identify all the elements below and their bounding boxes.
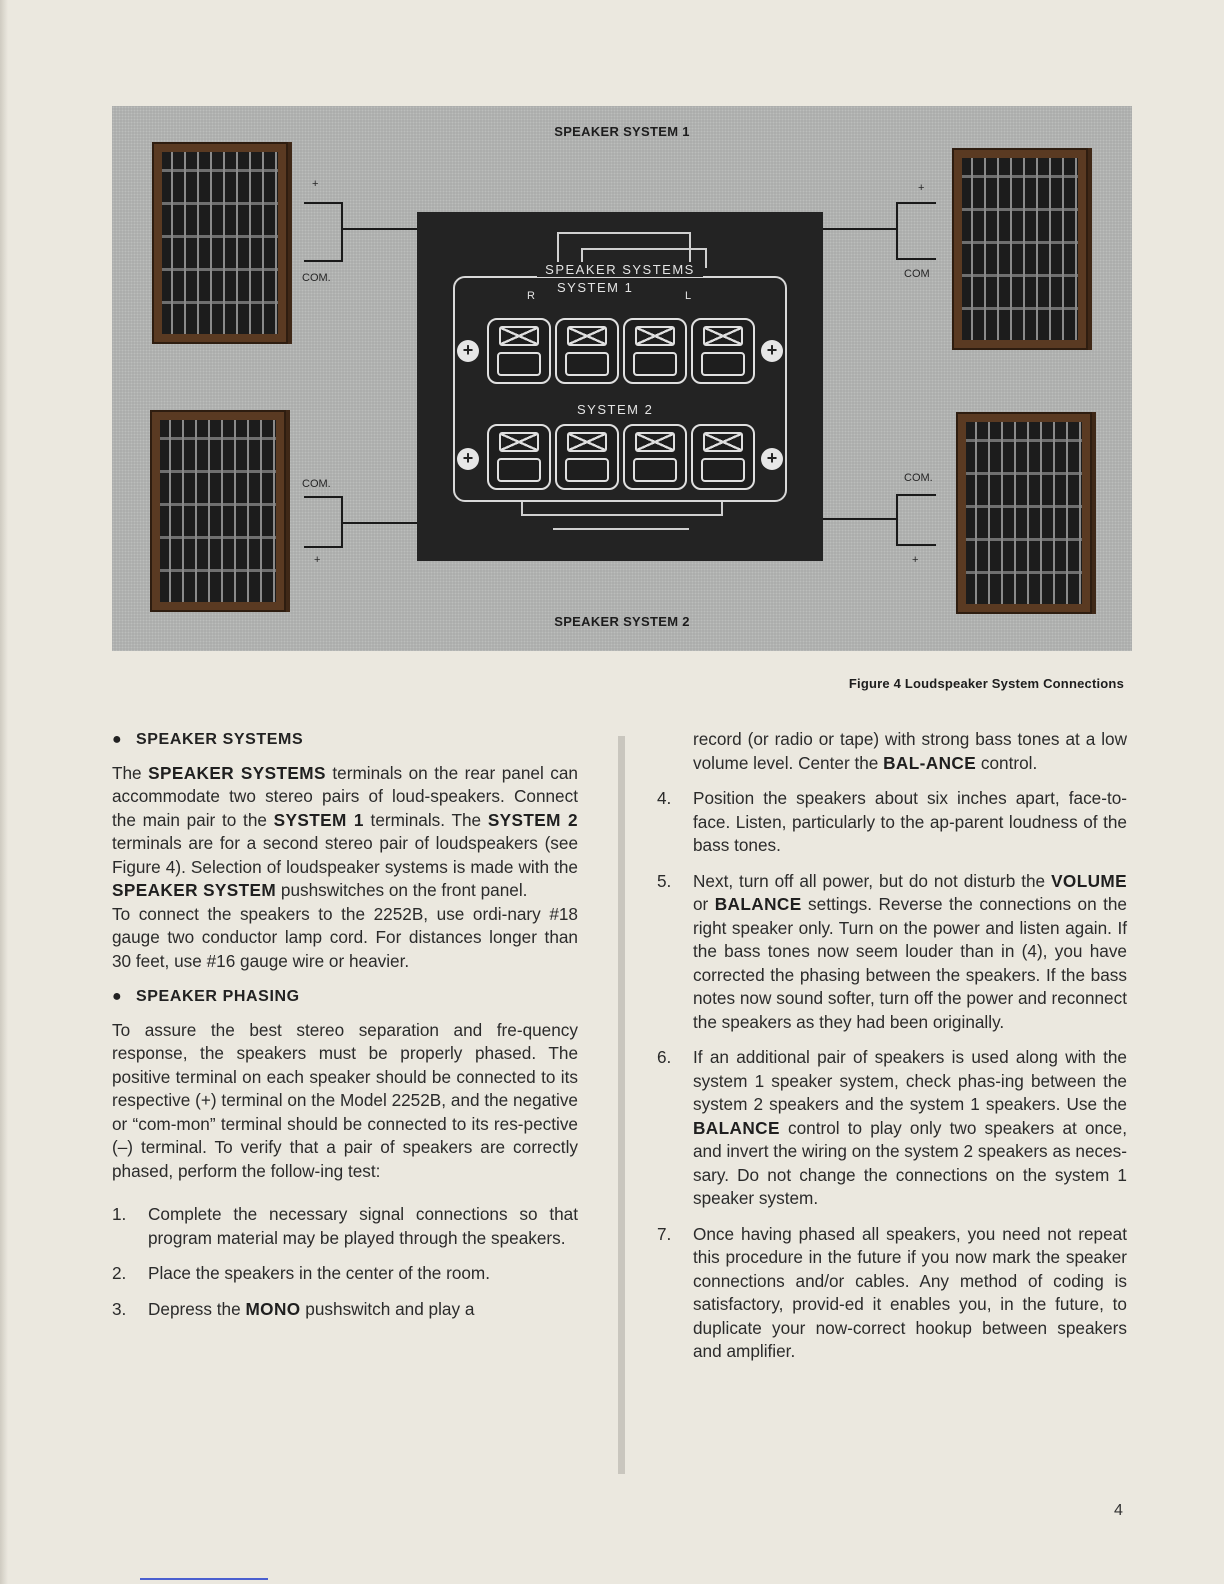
page-number: 4 — [1114, 1502, 1123, 1519]
tl-com-label: COM. — [302, 272, 331, 284]
figure-caption: Figure 4 Loudspeaker System Connections — [848, 676, 1124, 691]
terminal-s1-1 — [487, 318, 551, 384]
terminal-s1-4 — [691, 318, 755, 384]
panel-knob-top-left: + — [457, 340, 479, 362]
paragraph-phasing: To assure the best stereo separation and fre-quency response, the speakers must be properly phased. The positive terminal on each speaker should be connected to its respective (+) terminal on the Model 2252B, and the negative or “com-mon” terminal should be connected to its res-pective (–) terminal. To verify that a pair of speakers are correctly phased, perform the follow-ing test: — [112, 1019, 578, 1181]
list-item: 7. Once having phased all speakers, you need not repeat this procedure in the future if you now mark the speaker connections and/or cables. Any method of coding is satisfactory, provid-ed it enables you, in the future, to duplicate your now-correct hookup between speakers and amplifier. — [657, 1223, 1127, 1361]
heading-speaker-systems: ● SPEAKER SYSTEMS — [112, 731, 304, 748]
right-column — [657, 728, 1127, 1376]
speaker-top-right-icon — [952, 148, 1088, 350]
panel-knob-top-right: + — [761, 340, 783, 362]
figure-4 — [112, 106, 1132, 651]
list-item: 5. Next, turn off all power, but do not disturb the VOLUME or BALANCE settings. Reverse the connections on the right speaker only. Turn on the power and listen again. If the bass tones now seem louder than in (4), you have corrected the phasing between the speakers. If the bass notes now sound softer, turn off the power and reconnect the speakers as they had been originally. — [657, 870, 1127, 1032]
paragraph-wire-gauge: To connect the speakers to the 2252B, use ordi-nary #18 gauge two conductor lamp cord. For distances longer than 30 feet, use #16 gauge wire or heavier. — [112, 903, 578, 971]
list-item: 1. Complete the necessary signal connections so that program material may be played through the speakers. — [112, 1204, 578, 1248]
br-plus-label: + — [912, 554, 919, 566]
rear-panel — [417, 212, 823, 561]
terminal-s2-3 — [623, 424, 687, 490]
figure-title-system-1: SPEAKER SYSTEM 1 — [554, 124, 690, 139]
bl-com-label: COM. — [302, 478, 331, 490]
panel-system-1: SYSTEM 1 — [557, 280, 634, 295]
panel-knob-bottom-right: + — [761, 448, 783, 470]
terminal-s2-4 — [691, 424, 755, 490]
tr-com-label: COM — [904, 268, 930, 280]
panel-knob-bottom-left: + — [457, 448, 479, 470]
speaker-top-left-icon — [152, 142, 288, 344]
column-divider — [618, 736, 625, 1474]
terminal-s1-3 — [623, 318, 687, 384]
list-item: 6. If an additional pair of speakers is used along with the system 1 speaker system, check phas-ing between the system 2 speakers and the system 1 speakers. Use the BALANCE control to play only two speakers at once, and invert the wiring on the system 2 speakers as neces-sary. Do not change the connections on the system 1 speaker system. — [657, 1047, 1127, 1208]
bl-plus-label: + — [314, 554, 321, 566]
panel-r-label: R — [527, 290, 535, 302]
panel-header: SPEAKER SYSTEMS — [537, 262, 703, 277]
left-column — [112, 728, 578, 1333]
list-item: 3. Depress the MONO pushswitch and play a — [112, 1298, 475, 1319]
speaker-bottom-right-icon — [956, 412, 1092, 614]
tl-plus-label: + — [312, 178, 319, 190]
paragraph-speaker-systems: The SPEAKER SYSTEMS terminals on the rear panel can accommodate two stereo pairs of loud-speakers. Connect the main pair to the SYSTEM 1 terminals. The SYSTEM 2 terminals are for a second stereo pair of loudspeakers (see Figure 4). Selection of loudspeaker systems is made with the SPEAKER SYSTEM pushswitches on the front panel. — [112, 762, 578, 900]
list-item: 4. Position the speakers about six inches apart, face-to-face. Listen, particularly to the ap-parent loudness of the bass tones. — [657, 788, 1127, 855]
br-com-label: COM. — [904, 472, 933, 484]
tr-plus-label: + — [918, 182, 925, 194]
terminal-s2-2 — [555, 424, 619, 490]
panel-system-2: SYSTEM 2 — [577, 402, 654, 417]
page-edge — [0, 0, 8, 1584]
panel-l-label: L — [685, 290, 692, 302]
terminal-s1-2 — [555, 318, 619, 384]
speaker-bottom-left-icon — [150, 410, 286, 612]
terminal-s2-1 — [487, 424, 551, 490]
figure-title-system-2: SPEAKER SYSTEM 2 — [554, 614, 690, 629]
heading-speaker-phasing: ● SPEAKER PHASING — [112, 988, 300, 1005]
list-item: 2. Place the speakers in the center of the room. — [112, 1263, 491, 1283]
list-item-continuation: record (or radio or tape) with strong bass tones at a low volume level. Center the BAL-ANCE control. — [693, 729, 1127, 773]
scan-mark — [140, 1578, 268, 1580]
